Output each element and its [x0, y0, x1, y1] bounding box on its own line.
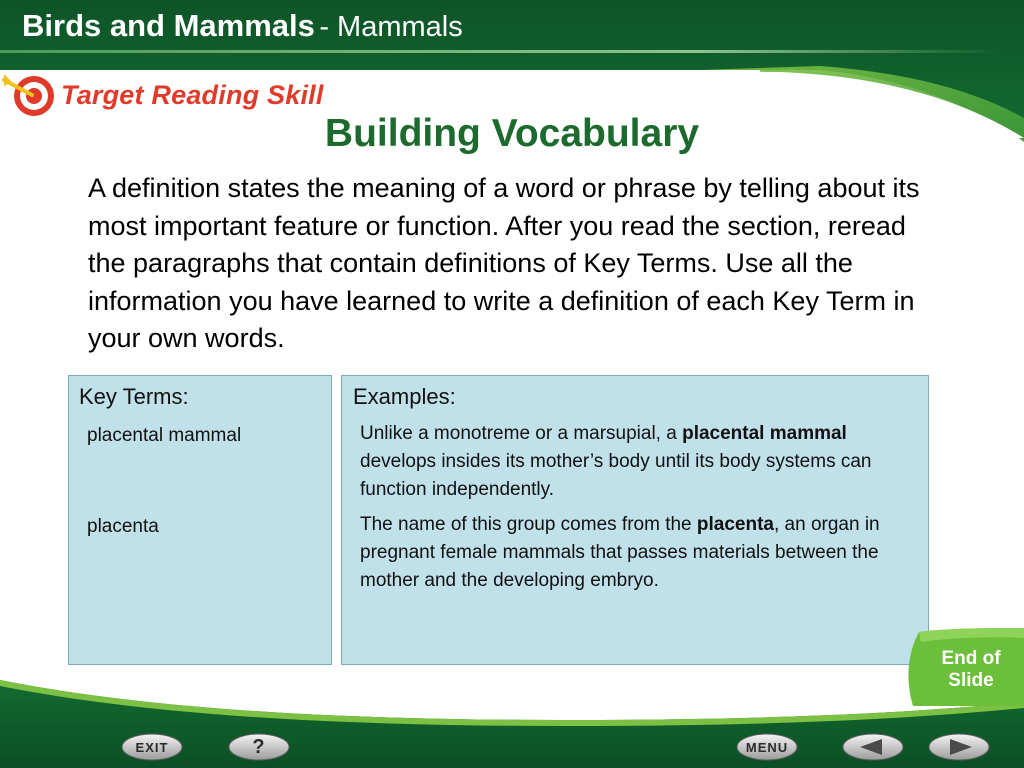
header-title-main: Birds and Mammals: [22, 8, 315, 43]
help-button-label: ?: [252, 735, 266, 758]
examples-heading: Examples:: [353, 384, 456, 409]
example-text-post: develops insides its mother’s body until its body systems can function independently.: [360, 451, 872, 500]
example-text-post: , an organ in pregnant female mammals that passes materials between the mother and the developing embryo.: [360, 514, 880, 591]
example-text: [360, 420, 905, 504]
example-text-pre: The name of this group comes from the: [360, 514, 697, 535]
examples-panel: [341, 375, 929, 665]
example-key-term: placental mammal: [682, 423, 847, 444]
key-term: placenta: [87, 516, 159, 537]
arrow-left-icon: [842, 733, 904, 761]
example-text: [360, 511, 905, 595]
key-terms-panel: [68, 375, 332, 665]
example-text-pre: Unlike a monotreme or a marsupial, a: [360, 423, 683, 444]
arrow-right-icon: [928, 733, 990, 761]
key-terms-heading: Key Terms:: [79, 384, 189, 409]
header-title: [22, 8, 463, 48]
menu-button-label: MENU: [745, 739, 789, 755]
next-button[interactable]: [928, 733, 990, 761]
end-of-slide-line1: End of: [941, 648, 1001, 669]
intro-paragraph: A definition states the meaning of a word or phrase by telling about its most important feature or function. After you read the section, reread the paragraphs that contain definitions of Key Terms. Use all the information you have learned to write a definition of each Key Term in your own words.: [88, 173, 920, 353]
menu-button[interactable]: [736, 733, 798, 761]
slide-title: Building Vocabulary: [324, 112, 700, 155]
help-button[interactable]: [228, 733, 290, 761]
end-of-slide-line2: Slide: [948, 670, 994, 691]
exit-button[interactable]: [121, 733, 183, 761]
end-of-slide-label: [925, 648, 1017, 692]
target-reading-skill-label: Target Reading Skill: [61, 80, 324, 110]
example-key-term: placenta: [696, 514, 774, 535]
header-divider: [0, 50, 1000, 53]
exit-button-label: EXIT: [135, 739, 169, 755]
header-title-sub: - Mammals: [319, 11, 463, 43]
key-term: placental mammal: [87, 425, 242, 446]
back-button[interactable]: [842, 733, 904, 761]
